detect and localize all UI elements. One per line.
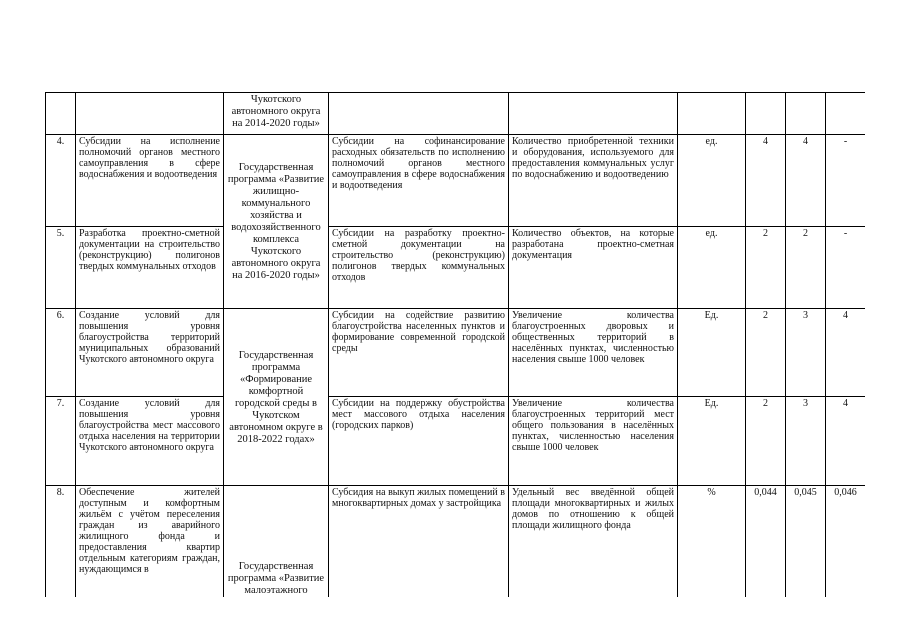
value-3: 0,046: [826, 486, 866, 598]
measure-name: Создание условий для повышения уровня благоустройства мест массового отдыха населения на территории Чукотского автономного округа: [76, 397, 224, 486]
value-3: 4: [826, 397, 866, 486]
document-page: [45, 92, 865, 597]
value-2: 3: [786, 309, 826, 397]
value-1: 2: [746, 309, 786, 397]
value-1: 0,044: [746, 486, 786, 598]
row-number: 7.: [46, 397, 76, 486]
event-description: Субсидии на поддержку обустройства мест массового отдыха населения (городских парков): [329, 397, 509, 486]
value-3: -: [826, 135, 866, 227]
row-number: 6.: [46, 309, 76, 397]
table-row: [46, 397, 866, 486]
table-row: [46, 309, 866, 397]
row-number: [46, 93, 76, 135]
value-1: 2: [746, 397, 786, 486]
measure-name: [76, 93, 224, 135]
program-name: Чукотского автономного округа на 2014-2020 годы»: [224, 93, 329, 135]
table-row: [46, 227, 866, 309]
unit: Ед.: [678, 397, 746, 486]
program-name: Государственная программа «Формирование комфортной городской среды в Чукотском автономном округе в 2018-2022 годах»: [224, 309, 329, 486]
value-3: -: [826, 227, 866, 309]
value-3: 4: [826, 309, 866, 397]
value-3: [826, 93, 866, 135]
row-number: 8.: [46, 486, 76, 598]
unit: [678, 93, 746, 135]
indicator-description: [509, 93, 678, 135]
unit: ед.: [678, 227, 746, 309]
measure-name: Создание условий для повышения уровня благоустройства территорий муниципальных образований Чукотского автономного округа: [76, 309, 224, 397]
value-2: 2: [786, 227, 826, 309]
measure-name: Субсидии на исполнение полномочий органов местного самоуправления в сфере водоснабжения и водоотведения: [76, 135, 224, 227]
row-number: 4.: [46, 135, 76, 227]
unit: ед.: [678, 135, 746, 227]
value-2: 0,045: [786, 486, 826, 598]
table-row: [46, 93, 866, 135]
measure-name: Обеспечение жителей доступным и комфортным жильём с учётом переселения граждан из аварийного жилищного фонда и предоставления квартир отдельным категориям граждан, нуждающимся в: [76, 486, 224, 598]
indicator-description: Количество приобретенной техники и оборудования, используемого для предоставления коммунальных услуг по водоснабжению и водоотведению: [509, 135, 678, 227]
indicator-description: Количество объектов, на которые разработана проектно-сметная документация: [509, 227, 678, 309]
program-name: Государственная программа «Развитие жилищно-коммунального хозяйства и водохозяйственного комплекса Чукотского автономного округа на 2016-2020 годы»: [224, 135, 329, 309]
table-row: [46, 486, 866, 598]
indicator-description: Увеличение количества благоустроенных дворовых и общественных территорий в населённых пунктах, численностью населения свыше 1000 человек: [509, 309, 678, 397]
event-description: Субсидии на софинансирование расходных обязательств по исполнению полномочий органов местного самоуправления в сфере водоснабжения и водоотведения: [329, 135, 509, 227]
program-table: [45, 92, 865, 597]
unit: Ед.: [678, 309, 746, 397]
measure-name: Разработка проектно-сметной документации на строительство (реконструкцию) полигонов твердых коммунальных отходов: [76, 227, 224, 309]
indicator-description: Увеличение количества благоустроенных территорий мест общего пользования в населённых пунктах, численностью населения свыше 1000 человек: [509, 397, 678, 486]
event-description: Субсидия на выкуп жилых помещений в многоквартирных домах у застройщика: [329, 486, 509, 598]
event-description: Субсидии на разработку проектно-сметной документации на строительство (реконструкцию) полигонов твердых коммунальных отходов: [329, 227, 509, 309]
value-1: [746, 93, 786, 135]
event-description: [329, 93, 509, 135]
program-name: Государственная программа «Развитие малоэтажного: [224, 486, 329, 598]
table-row: [46, 135, 866, 227]
event-description: Субсидии на содействие развитию благоустройства населенных пунктов и формирование современной городской среды: [329, 309, 509, 397]
value-2: 3: [786, 397, 826, 486]
value-1: 2: [746, 227, 786, 309]
value-2: 4: [786, 135, 826, 227]
value-1: 4: [746, 135, 786, 227]
indicator-description: Удельный вес введённой общей площади многоквартирных и жилых домов по отношению к общей площади жилищного фонда: [509, 486, 678, 598]
value-2: [786, 93, 826, 135]
unit: %: [678, 486, 746, 598]
row-number: 5.: [46, 227, 76, 309]
